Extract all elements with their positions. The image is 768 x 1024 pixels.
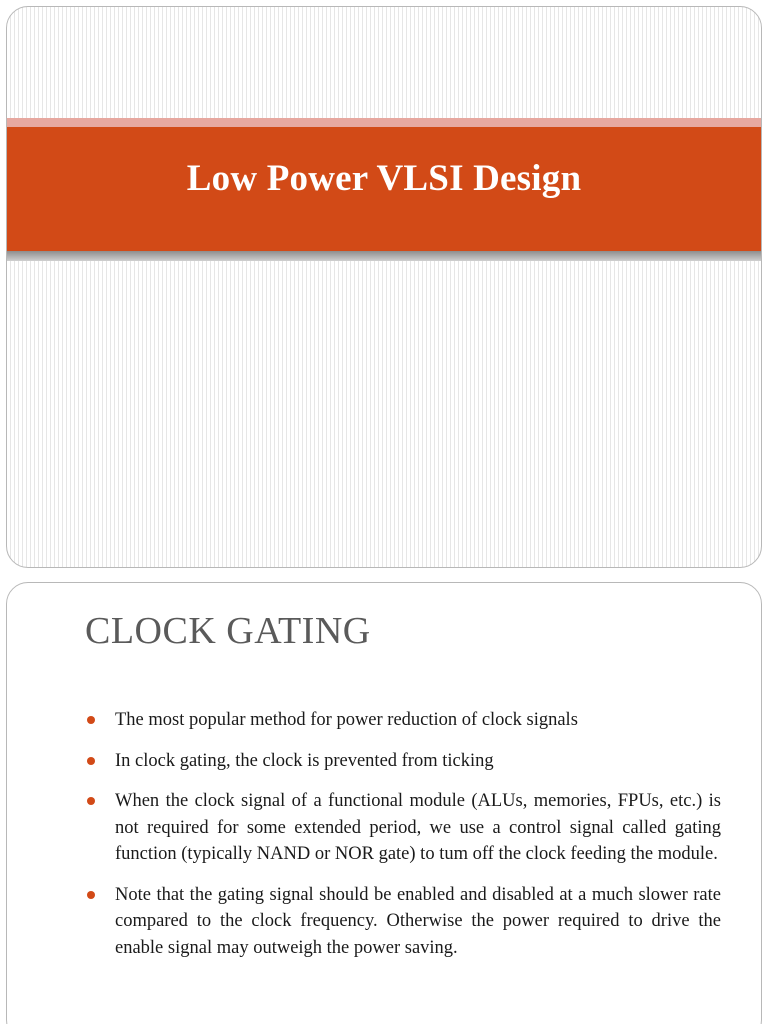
bullet-text: The most popular method for power reduction of clock signals bbox=[115, 710, 578, 730]
bullet-item bbox=[85, 788, 721, 868]
title-band bbox=[7, 127, 761, 251]
bullet-dot-icon bbox=[87, 797, 95, 805]
bullet-text: In clock gating, the clock is prevented from ticking bbox=[115, 750, 494, 771]
title-slide bbox=[6, 6, 762, 568]
bullet-text: When the clock signal of a functional module (ALUs, memories, FPUs, etc.) is not required for some extended period, we use a control signal called gating function (typically NAND or NOR gate) to tum off the clock feeding the module. bbox=[115, 791, 721, 864]
slide-title: Low Power VLSI Design bbox=[186, 158, 582, 199]
section-heading: CLOCK GATING bbox=[85, 610, 371, 652]
bullet-dot-icon bbox=[87, 891, 95, 899]
bullet-dot-icon bbox=[87, 716, 95, 724]
title-band-top-line bbox=[7, 118, 761, 127]
bullet-item bbox=[85, 748, 721, 775]
title-band-shadow bbox=[7, 251, 761, 261]
bullet-dot-icon bbox=[87, 757, 95, 765]
bullet-item bbox=[85, 882, 721, 962]
bullet-text: Note that the gating signal should be enabled and disabled at a much slower rate compared to the clock frequency. Otherwise the power required to drive the enable signal may outweigh the power saving. bbox=[115, 884, 721, 958]
bullet-item bbox=[85, 707, 721, 734]
bullet-list bbox=[85, 707, 721, 975]
content-slide bbox=[6, 582, 762, 1024]
